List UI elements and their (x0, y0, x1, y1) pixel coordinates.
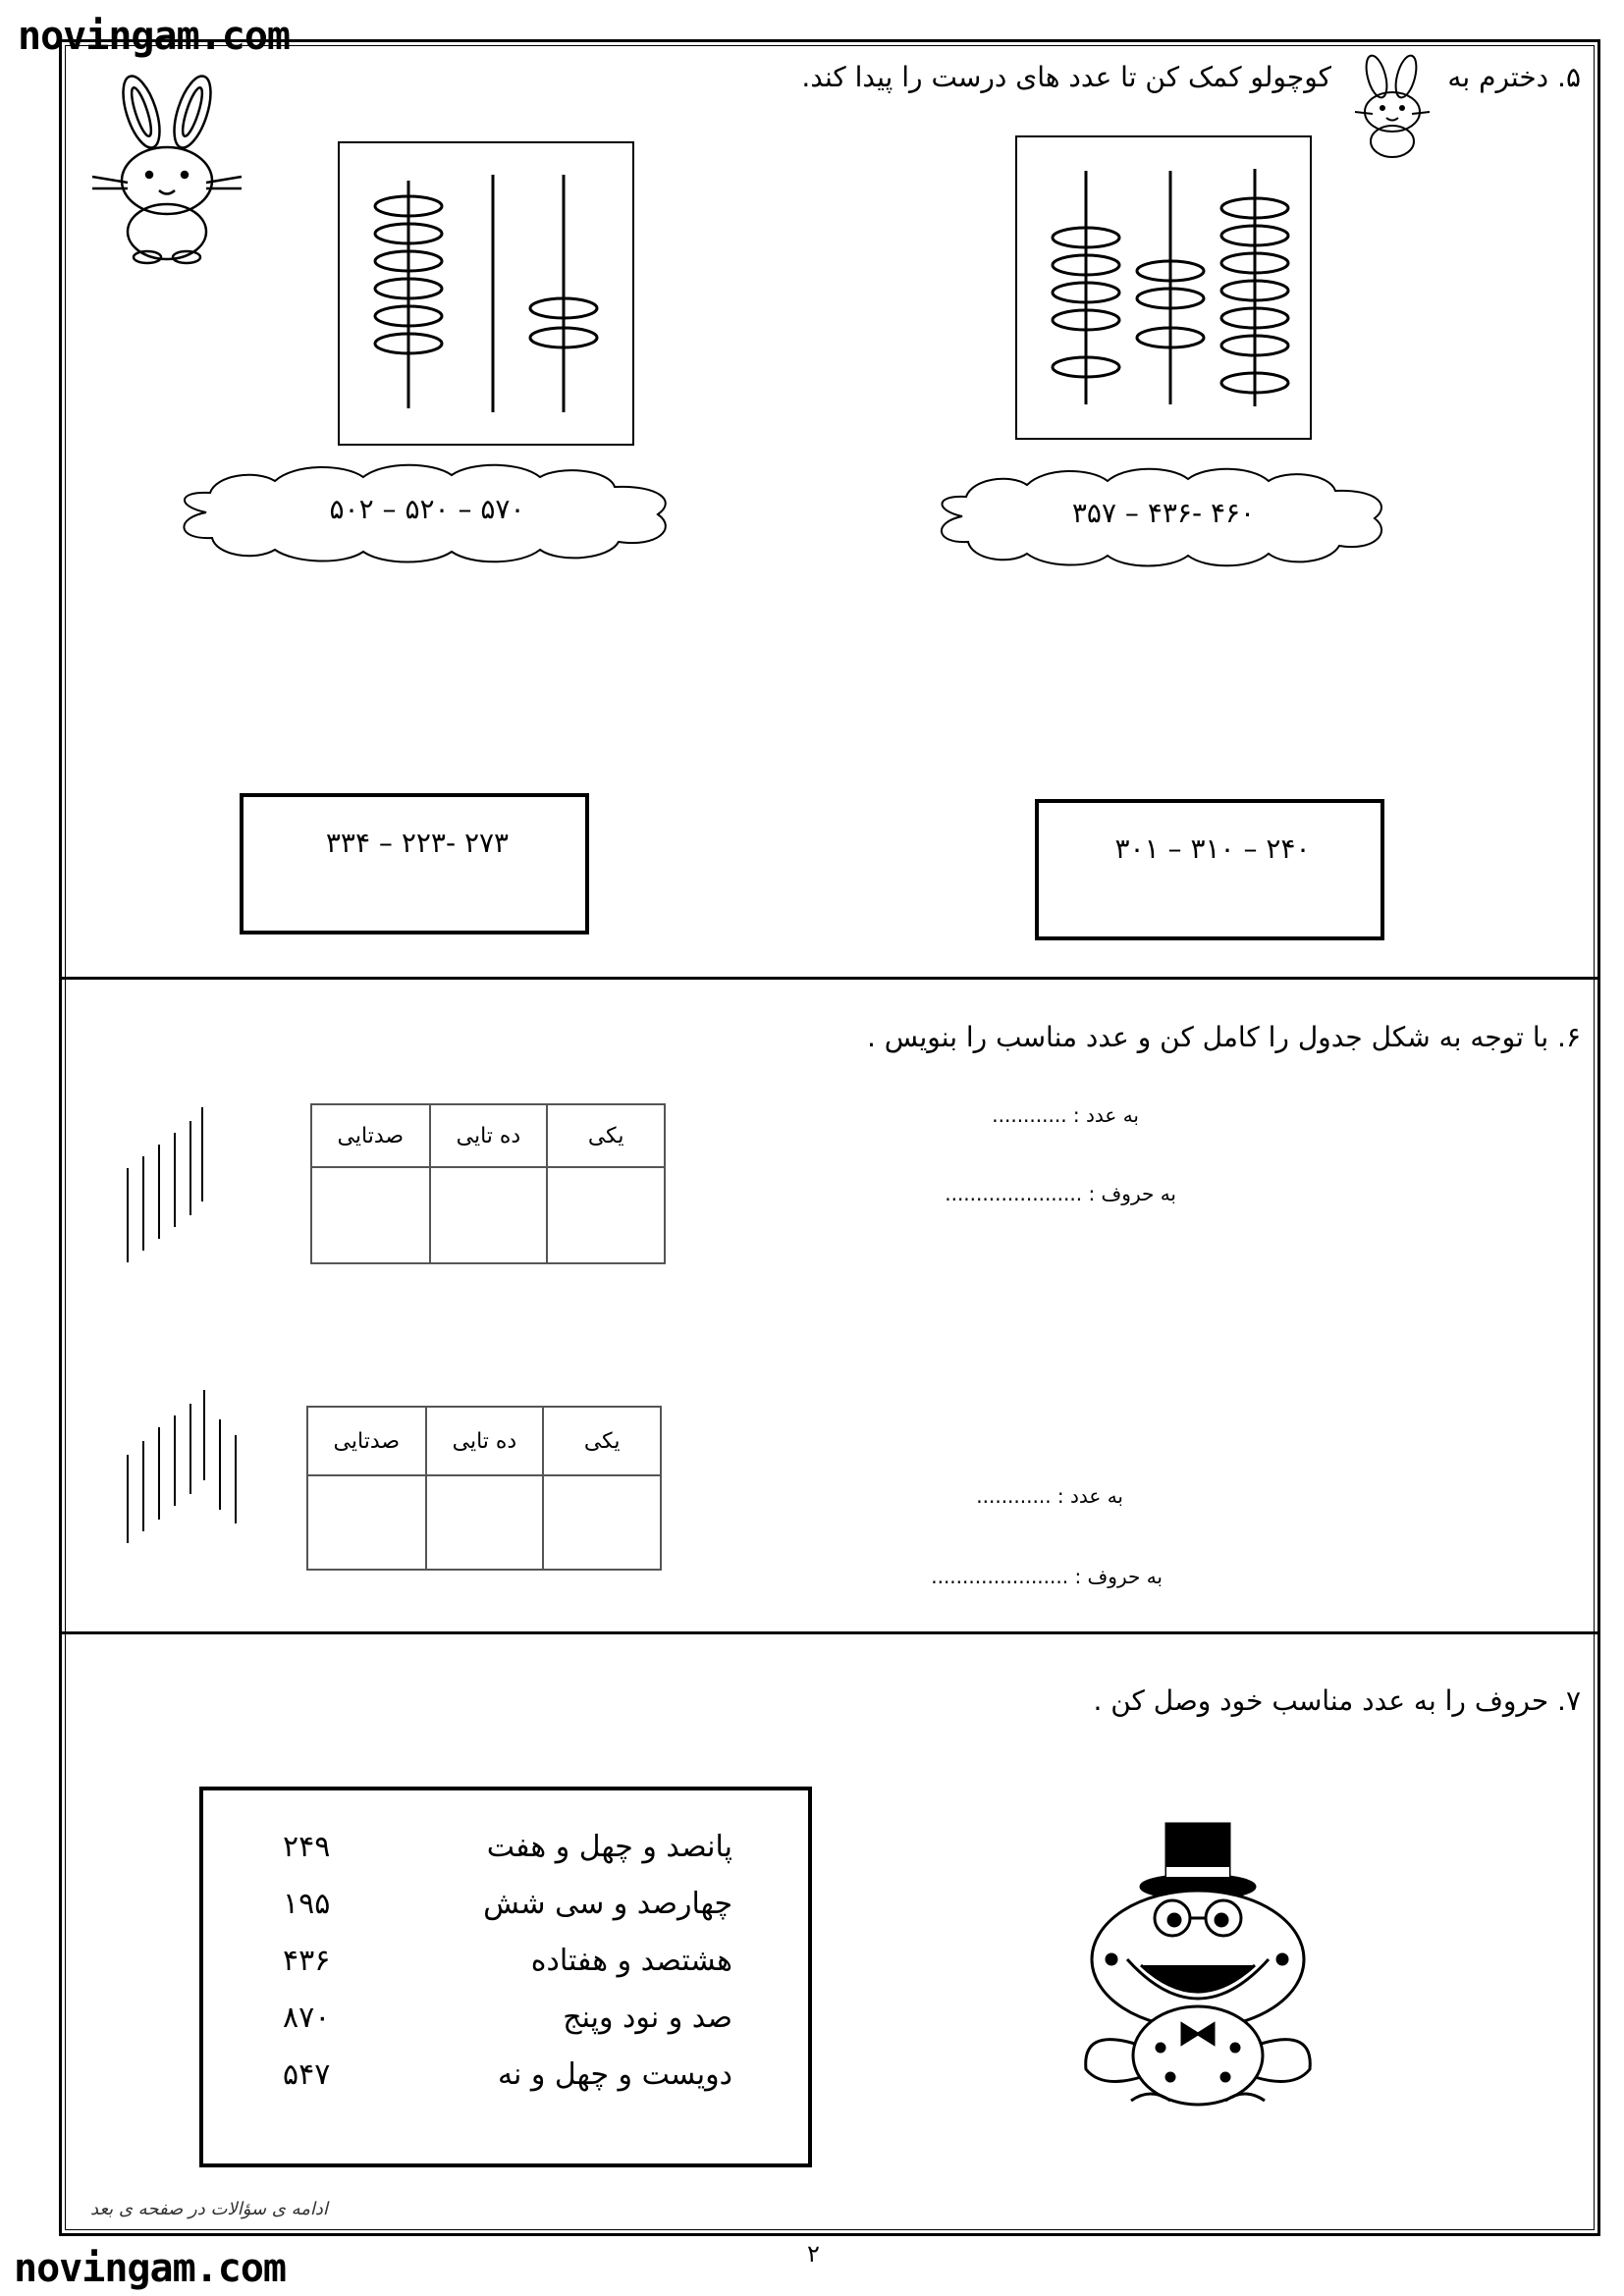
frog-illustration-icon (1072, 1812, 1324, 2116)
tally-sticks-1 (118, 1103, 216, 1266)
cell-hundreds[interactable] (311, 1167, 430, 1263)
watermark-bottom: novingam.com (14, 2246, 286, 2291)
cell-ones[interactable] (547, 1167, 665, 1263)
watermark-top: novingam.com (18, 14, 290, 59)
abacus-right (1015, 135, 1312, 440)
footer-note: ادامه ی سؤالات در صفحه ی بعد (90, 2199, 328, 2219)
q5-left-answer-box (240, 793, 589, 934)
q6-text: ۶. با توجه به شکل جدول را کامل کن و عدد مناسب را بنویس . (867, 1021, 1581, 1053)
word-5[interactable]: دویست و چهل و نه (497, 2057, 732, 2092)
page-number: ۲ (807, 2240, 820, 2268)
q5-right-options: ۴۶۰ -۴۳۶ – ۳۵۷ (1071, 497, 1256, 529)
q5-left-answer-text: ۲۷۳ -۲۲۳ – ۳۳۴ (325, 827, 510, 859)
bunny-illustration-icon (82, 71, 249, 267)
header-tens-2: ده تایی (426, 1407, 544, 1475)
q5-right-answer-box (1035, 799, 1384, 940)
by-letters-2[interactable]: به حروف : ...................... (931, 1565, 1163, 1588)
word-4[interactable]: صد و نود وپنج (563, 2001, 732, 2035)
by-number-2[interactable]: به عدد : ............ (976, 1484, 1123, 1508)
word-3[interactable]: هشتصد و هفتاده (530, 1944, 732, 1978)
header-ones-2: یکی (543, 1407, 661, 1475)
section-divider-1 (61, 977, 1598, 980)
number-1[interactable]: ۲۴۹ (283, 1830, 331, 1864)
number-5[interactable]: ۵۴۷ (283, 2057, 331, 2092)
section-divider-2 (61, 1631, 1598, 1634)
number-3[interactable]: ۴۳۶ (283, 1944, 331, 1978)
number-4[interactable]: ۸۷۰ (283, 2001, 331, 2035)
q5-text-before: ۵. دخترم به (1447, 61, 1581, 93)
number-2[interactable]: ۱۹۵ (283, 1887, 331, 1921)
q5-right-answer-text: ۲۴۰ – ۳۱۰ – ۳۰۱ (1114, 832, 1311, 865)
q5-left-options: ۵۷۰ – ۵۲۰ – ۵۰۲ (329, 493, 525, 525)
header-tens: ده تایی (430, 1104, 548, 1167)
word-2[interactable]: چهارصد و سی شش (483, 1887, 732, 1921)
abacus-left (338, 141, 634, 446)
place-value-table-1 (310, 1103, 666, 1264)
cell-ones-2[interactable] (543, 1475, 661, 1570)
q7-text: ۷. حروف را به عدد مناسب خود وصل کن . (1093, 1684, 1581, 1717)
cell-tens[interactable] (430, 1167, 548, 1263)
bunny-small-icon (1347, 53, 1437, 161)
header-ones: یکی (547, 1104, 665, 1167)
header-hundreds: صدتایی (311, 1104, 430, 1167)
place-value-table-2 (306, 1406, 662, 1571)
cell-tens-2[interactable] (426, 1475, 544, 1570)
tally-sticks-2 (116, 1386, 244, 1547)
q5-text-after: کوچولو کمک کن تا عدد های درست را پیدا کند. (801, 61, 1331, 93)
header-hundreds-2: صدتایی (307, 1407, 426, 1475)
word-1[interactable]: پانصد و چهل و هفت (486, 1830, 732, 1864)
by-letters-1[interactable]: به حروف : ...................... (945, 1182, 1176, 1205)
cell-hundreds-2[interactable] (307, 1475, 426, 1570)
by-number-1[interactable]: به عدد : ............ (992, 1103, 1139, 1127)
